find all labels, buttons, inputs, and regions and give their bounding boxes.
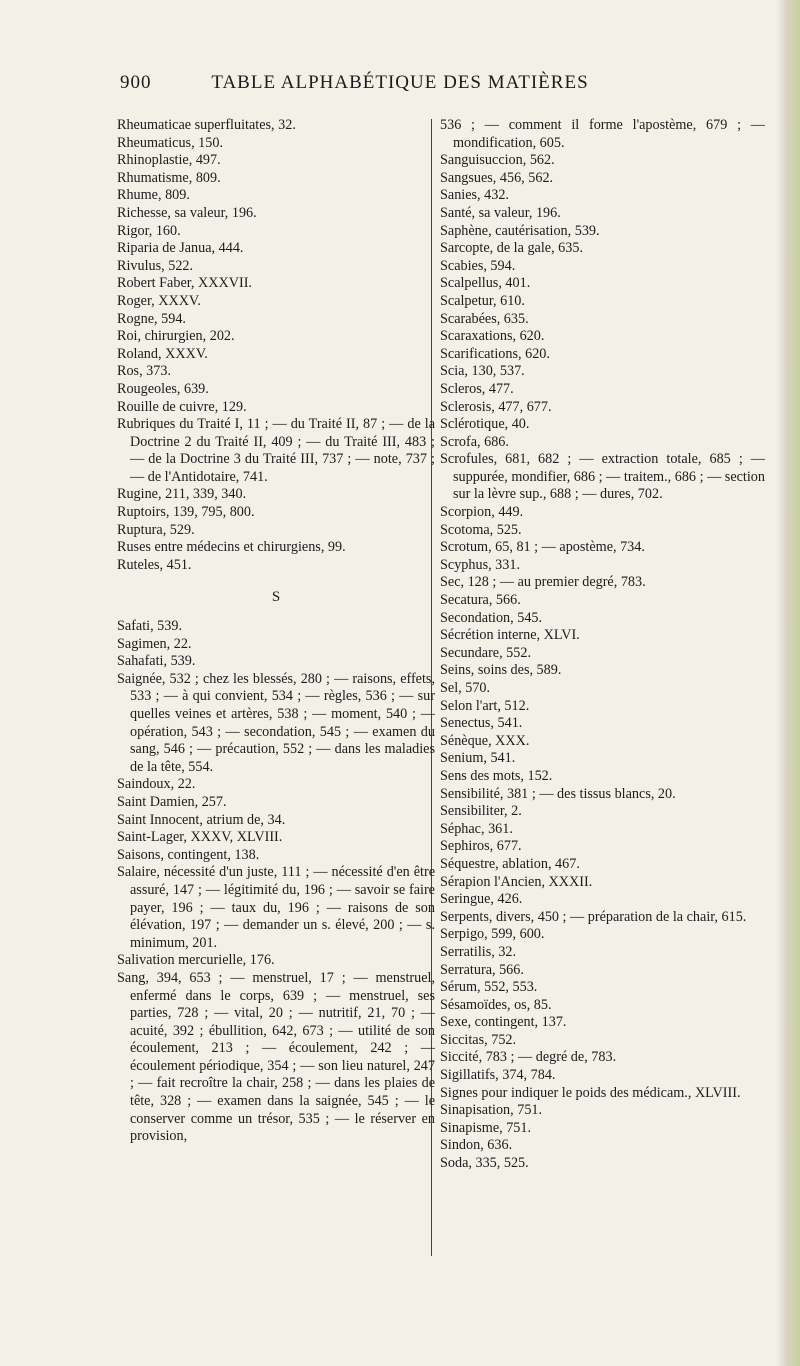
index-entry: Rogne, 594. (117, 310, 186, 327)
index-entry: Sahafati, 539. (117, 653, 196, 670)
index-entry: Sénèque, XXX. (440, 732, 530, 749)
index-entry: Sephiros, 677. (440, 838, 522, 855)
index-entry: Rheumaticae superfluitates, 32. (117, 117, 296, 133)
index-entry: Signes pour indiquer le poids des médicam., XLVIII. (440, 1084, 741, 1101)
index-entry: Ruptoirs, 139, 795, 800. (117, 504, 255, 521)
index-entry: Sigillatifs, 374, 784. (440, 1067, 556, 1084)
index-entry: Saphène, cautérisation, 539. (440, 222, 600, 239)
index-entry: Séquestre, ablation, 467. (440, 855, 580, 872)
index-entry: Saisons, contingent, 138. (117, 846, 260, 863)
index-entry: Ruses entre médecins et chirurgiens, 99. (117, 539, 346, 556)
index-entry: Selon l'art, 512. (440, 697, 530, 714)
index-entry: Sinapisme, 751. (440, 1119, 532, 1136)
index-entry: Sclerosis, 477, 677. (440, 398, 552, 415)
index-entry: Sagimen, 22. (117, 635, 192, 652)
index-entry: Roi, chirurgien, 202. (117, 328, 235, 345)
index-entry: Scrofa, 686. (440, 433, 509, 450)
index-entry: Secatura, 566. (440, 592, 521, 609)
index-entry: Sens des mots, 152. (440, 767, 553, 784)
index-entry: Sérum, 552, 553. (440, 979, 538, 996)
index-entry: Serratilis, 32. (440, 943, 517, 960)
index-entry: Scia, 130, 537. (440, 363, 525, 380)
index-entry: Santé, sa valeur, 196. (440, 204, 561, 221)
page-header (120, 72, 680, 102)
index-entry: Rivulus, 522. (117, 257, 194, 274)
index-entry: Scotoma, 525. (440, 521, 522, 538)
index-column-left (117, 117, 435, 1146)
index-entry: Secundare, 552. (440, 644, 532, 661)
index-entry: Roland, XXXV. (117, 345, 208, 362)
index-entry: Sécrétion interne, XLVI. (440, 627, 580, 644)
index-entry: 536 ; — comment il forme l'apostème, 679 ; — mondification, 605. (440, 117, 765, 151)
index-entry: Senectus, 541. (440, 715, 523, 732)
index-entry: Scleros, 477. (440, 380, 514, 397)
index-entry: Scalpellus, 401. (440, 275, 531, 292)
index-entry: Seringue, 426. (440, 891, 523, 908)
index-entry: Robert Faber, XXXVII. (117, 275, 252, 292)
index-entry: Rhumatisme, 809. (117, 169, 221, 186)
index-entry: Sanguisuccion, 562. (440, 152, 555, 169)
index-entry: Serratura, 566. (440, 961, 524, 978)
index-entry: Sec, 128 ; — au premier degré, 783. (440, 574, 646, 591)
index-entry: Rougeoles, 639. (117, 380, 209, 397)
section-letter-heading: S (271, 589, 281, 606)
index-entry: Serpigo, 599, 600. (440, 926, 545, 943)
index-entry: Salaire, nécessité d'un juste, 111 ; — nécessité d'en être assuré, 147 ; — légitimité du, 196 ; — savoir se faire payer, 196 ; — taux du, 196 ; — raisons de son élévation, 197 ; — demander un s. élevé, 200 ; — s. minimum, 201. (117, 864, 435, 951)
index-entry: Saindoux, 22. (117, 776, 196, 793)
index-entry: Scabies, 594. (440, 257, 516, 274)
index-entry: Sindon, 636. (440, 1137, 513, 1154)
index-entry: Siccitas, 752. (440, 1031, 517, 1048)
index-entry: Scrofules, 681, 682 ; — extraction totale, 685 ; — suppurée, mondifier, 686 ; — traitem., 686 ; — section sur la lèvre sup., 688 ; — dures, 702. (440, 451, 765, 503)
index-entry: Rheumaticus, 150. (117, 134, 223, 151)
index-entry: Rubriques du Traité I, 11 ; — du Traité II, 87 ; — de la Doctrine 2 du Traité II, 409 ; — du Traité III, 483 ; — de la Doctrine 3 du Traité III, 737 ; — note, 737 ; — de l'Antidotaire, 741. (117, 416, 435, 485)
index-entry: Roger, XXXV. (117, 292, 201, 309)
index-entry: Sangsues, 456, 562. (440, 169, 554, 186)
index-entry: Sinapisation, 751. (440, 1102, 543, 1119)
index-entry: Scalpetur, 610. (440, 292, 525, 309)
index-entry: Sérapion l'Ancien, XXXII. (440, 873, 593, 890)
index-entry: Saint Innocent, atrium de, 34. (117, 811, 286, 828)
running-title: TABLE ALPHABÉTIQUE DES MATIÈRES (211, 72, 589, 93)
index-entry: Rouille de cuivre, 129. (117, 398, 247, 415)
page-edge-shadow (776, 0, 800, 1366)
index-entry: Sanies, 432. (440, 187, 509, 204)
index-entry: Scorpion, 449. (440, 504, 524, 521)
page-number: 900 (120, 72, 152, 93)
index-entry: Safati, 539. (117, 618, 183, 635)
index-entry: Ros, 373. (117, 363, 171, 380)
index-entry: Sésamoïdes, os, 85. (440, 996, 552, 1013)
index-entry: Saignée, 532 ; chez les blessés, 280 ; — raisons, effets, 533 ; — à qui convient, 534 ; — règles, 536 ; — sur quelles veines et artères, 538 ; — moment, 540 ; — opération, 543 ; — secondation, 545 ; — examen du sang, 546 ; — précaution, 552 ; — dans les maladies de la tête, 554. (117, 670, 435, 775)
index-entry: Scarifications, 620. (440, 345, 550, 362)
index-entry: Rhume, 809. (117, 187, 190, 204)
index-entry: Sel, 570. (440, 680, 491, 696)
index-entry: Sarcopte, de la gale, 635. (440, 240, 584, 257)
index-entry: Secondation, 545. (440, 609, 543, 626)
index-entry: Scyphus, 331. (440, 556, 521, 573)
index-entry: Rigor, 160. (117, 222, 181, 239)
index-entry: Sensibiliter, 2. (440, 803, 522, 820)
index-entry: Salivation mercurielle, 176. (117, 952, 275, 969)
index-entry: Sang, 394, 653 ; — menstruel, 17 ; — menstruel, enfermé dans le corps, 639 ; — menstruel, ses parties, 728 ; — vital, 20 ; — nutritif, 21, 70 ; — acuité, 392 ; ébullition, 642, 673 ; — utilité de son écoulement, 213 ; — écoulement, 242 ; — écoulement périodique, 354 ; — son lieu naturel, 247 ; — fait recroître la chair, 258 ; — dans les plaies de tête, 328 ; — examen dans la saignée, 545 ; — le conserver comme un trésor, 535 ; — le réserver en provision, (117, 969, 435, 1145)
index-entry: Seins, soins des, 589. (440, 662, 562, 679)
index-entry: Ruptura, 529. (117, 521, 195, 538)
index-entry: Soda, 335, 525. (440, 1155, 529, 1172)
index-entry: Séphac, 361. (440, 820, 513, 837)
index-entry: Saint Damien, 257. (117, 793, 227, 810)
index-entry: Serpents, divers, 450 ; — préparation de la chair, 615. (440, 908, 747, 925)
index-entry: Saint-Lager, XXXV, XLVIII. (117, 829, 283, 846)
index-entry: Scrotum, 65, 81 ; — apostème, 734. (440, 539, 645, 556)
index-entry: Riparia de Janua, 444. (117, 240, 244, 257)
index-entry: Scaraxations, 620. (440, 328, 545, 345)
index-entry: Scarabées, 635. (440, 310, 529, 327)
index-entry: Richesse, sa valeur, 196. (117, 204, 257, 221)
index-entry: Sexe, contingent, 137. (440, 1014, 567, 1031)
index-entry: Ruteles, 451. (117, 556, 192, 573)
index-entry: Siccité, 783 ; — degré de, 783. (440, 1049, 617, 1066)
index-entry: Senium, 541. (440, 750, 516, 767)
index-entry: Rhinoplastie, 497. (117, 152, 221, 169)
index-column-right (440, 117, 765, 1173)
index-entry: Sclérotique, 40. (440, 416, 530, 433)
index-entry: Rugine, 211, 339, 340. (117, 486, 247, 503)
index-entry: Sensibilité, 381 ; — des tissus blancs, 20. (440, 785, 676, 802)
